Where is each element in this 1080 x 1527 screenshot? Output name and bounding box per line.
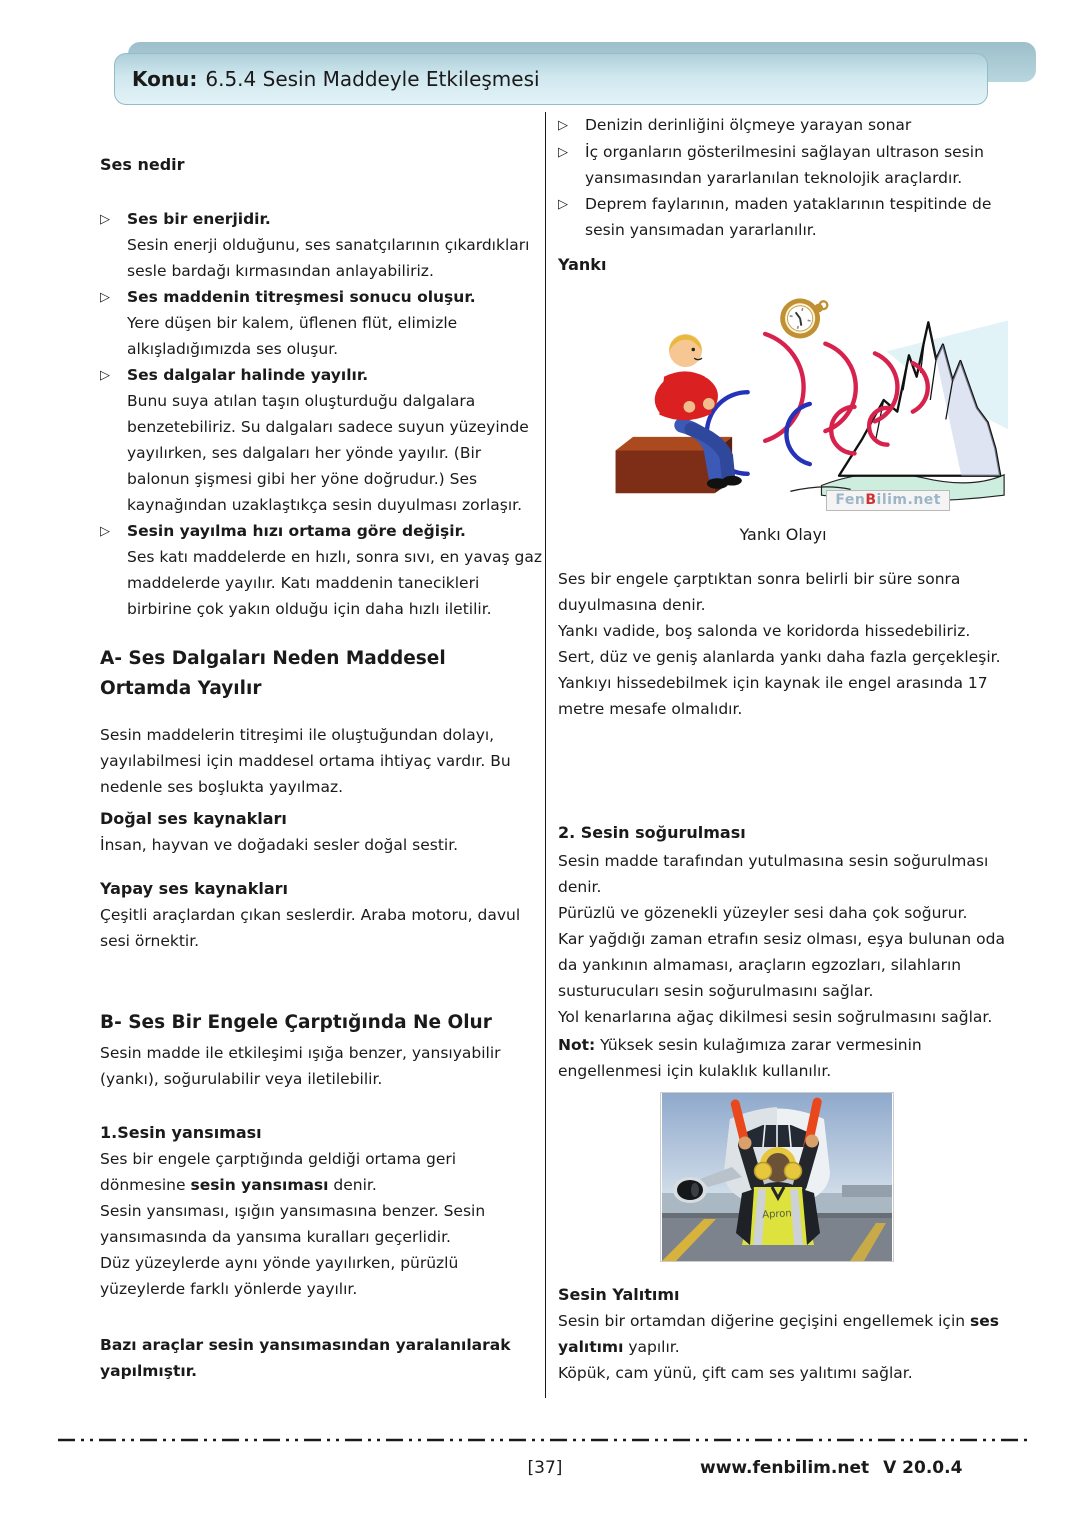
boy-figure	[616, 334, 742, 493]
list-item	[558, 139, 1008, 191]
bullet-head: Sesin yayılma hızı ortama göre değişir.	[127, 522, 466, 540]
echo-illustration-drawing	[600, 283, 1008, 517]
insulation-paragraphs	[558, 1308, 1008, 1386]
section-a-title: A- Ses Dalgaları Neden Maddesel Ortamda Yayılır	[100, 648, 446, 699]
arrow-bullet-icon: ▷	[100, 368, 110, 383]
illustration-caption: Yankı Olayı	[739, 525, 827, 544]
reflection-def-pre: Ses bir engele çarptığında geldiği ortama geri dönmesine	[100, 1150, 457, 1194]
natural-sources-head: Doğal ses kaynakları	[100, 809, 287, 828]
bullet-body: Yere düşen bir kalem, üflenen flüt, elimizle alkışladığımızda ses oluşur.	[127, 314, 458, 358]
list-item	[100, 362, 542, 518]
reflection-def-post: denir.	[333, 1176, 377, 1194]
arrow-bullet-icon: ▷	[558, 145, 568, 160]
bullet-head: Ses bir enerjidir.	[127, 210, 271, 228]
echo-illustration	[600, 283, 1008, 517]
list-item	[558, 112, 1008, 139]
left-column	[100, 0, 542, 1410]
arrow-bullet-icon: ▷	[100, 290, 110, 305]
absorption-heading: 2. Sesin soğurulması	[558, 823, 746, 842]
footer-version: V 20.0.4	[883, 1458, 963, 1478]
insulation-examples: Köpük, cam yünü, çift cam ses yalıtımı sağlar.	[558, 1364, 913, 1382]
absorption-paragraph: Sesin madde tarafından yutulmasına sesin soğurulması denir.	[558, 852, 989, 896]
column-divider	[545, 112, 546, 1398]
echo-paragraph: Yankıyı hissedebilmek için kaynak ile engel arasında 17 metre mesafe olmalıdır.	[558, 674, 988, 718]
absorption-paragraph: Pürüzlü ve gözenekli yüzeyler sesi daha çok soğurur.	[558, 904, 968, 922]
watermark-text-2: ilim.net	[876, 492, 941, 508]
marshaller-photo-drawing	[661, 1093, 893, 1261]
insulation-def-pre: Sesin bir ortamdan diğerine geçişini engellemek için	[558, 1312, 966, 1330]
footer-site-info	[700, 1458, 1020, 1478]
reflection-section	[100, 1120, 542, 1302]
bullet-head: Ses dalgalar halinde yayılır.	[127, 366, 369, 384]
footer-site-url: www.fenbilim.net	[700, 1458, 870, 1478]
bullet-head: Ses maddenin titreşmesi sonucu oluşur.	[127, 288, 476, 306]
bullet-body: Denizin derinliğini ölçmeye yarayan sonar	[585, 116, 912, 134]
list-item	[100, 206, 542, 284]
reflection-head: 1.Sesin yansıması	[100, 1123, 262, 1142]
note-text: Yüksek sesin kulağımıza zarar vermesinin engellenmesi için kulaklık kullanılır.	[558, 1036, 922, 1080]
arrow-bullet-icon: ▷	[100, 524, 110, 539]
insulation-heading: Sesin Yalıtımı	[558, 1285, 680, 1304]
absorption-paragraph: Kar yağdığı zaman etrafın sesiz olması, eşya bulunan oda da yankının almaması, araçların egzozları, silahların susturucuları sesin soğurulmasını sağlar.	[558, 930, 1005, 1000]
natural-sources-body: İnsan, hayvan ve doğadaki sesler doğal sestir.	[100, 836, 459, 854]
note-paragraph	[558, 1032, 1008, 1084]
artificial-sources-head: Yapay ses kaynakları	[100, 879, 288, 898]
vest-label: Apron	[761, 1208, 793, 1221]
reflection-paragraph-3: Düz yüzeylerde aynı yönde yayılırken, pürüzlü yüzeylerde farklı yönlerde yayılır.	[100, 1254, 459, 1298]
ear-protection-photo	[660, 1092, 894, 1262]
right-column	[558, 0, 1008, 1410]
list-item	[100, 518, 542, 622]
page-number: [37]	[527, 1458, 563, 1478]
watermark-logo	[826, 490, 950, 511]
watermark-b: B	[865, 492, 877, 508]
watermark-text: Fen	[835, 492, 866, 508]
list-item	[558, 191, 1008, 243]
insulation-definition	[558, 1308, 1008, 1360]
artificial-sources	[100, 876, 542, 954]
bullet-body: İç organların gösterilmesini sağlayan ultrason sesin yansımasından yararlanılan teknolojik araçlardır.	[585, 143, 984, 187]
bullet-body: Ses katı maddelerde en hızlı, sonra sıvı, en yavaş gaz maddelerde yayılır. Katı maddenin tanecikleri birbirine çok yakın olduğu için daha hızlı iletilir.	[127, 548, 542, 618]
topic-title: 6.5.4 Sesin Maddeyle Etkileşmesi	[205, 67, 540, 91]
reflection-def-term: sesin yansıması	[190, 1176, 329, 1194]
reflection-definition	[100, 1146, 542, 1198]
bullet-body: Deprem faylarının, maden yataklarının tespitinde de sesin yansımadan yararlanılır.	[585, 195, 992, 239]
reflection-paragraph-2: Sesin yansıması, ışığın yansımasına benzer. Sesin yansımasında da yansıma kuralları geçerlidir.	[100, 1202, 486, 1246]
insulation-def-term: ses yalıtımı	[558, 1312, 999, 1356]
artificial-sources-body: Çeşitli araçlardan çıkan seslerdir. Araba motoru, davul sesi örnektir.	[100, 906, 521, 950]
arrow-bullet-icon: ▷	[100, 212, 110, 227]
closing-statement: Bazı araçlar sesin yansımasından yaralanılarak yapılmıştır.	[100, 1336, 511, 1380]
natural-sources	[100, 806, 542, 858]
topic-label: Konu:	[132, 67, 198, 91]
bullet-body: Bunu suya atılan taşın oluşturduğu dalgalara benzetebiliriz. Su dalgaları sadece suyun yüzeyinde yayılırken, ses dalgaları her yönde yayılır. (Bir balonun şişmesi gibi her yöne doğrudur.) Ses kaynağından uzaklaştıkça sesin duyulması zorlaşır.	[127, 392, 529, 514]
footer-divider-line	[0, 1436, 1080, 1444]
stopwatch-icon	[779, 292, 828, 341]
echo-paragraphs	[558, 566, 1008, 722]
arrow-bullet-icon: ▷	[558, 197, 568, 212]
absorption-paragraphs	[558, 848, 1008, 1030]
echo-paragraph: Sert, düz ve geniş alanlarda yankı daha fazla gerçekleşir.	[558, 648, 1001, 666]
list-item	[100, 284, 542, 362]
section-b-paragraph: Sesin madde ile etkileşimi ışığa benzer, yansıyabilir (yankı), soğurulabilir veya iletilebilir.	[100, 1044, 501, 1088]
intro-heading: Ses nedir	[100, 155, 185, 174]
technology-list	[558, 112, 1008, 243]
echo-paragraph: Yankı vadide, boş salonda ve koridorda hissedebiliriz.	[558, 622, 971, 640]
section-b-title: B- Ses Bir Engele Çarptığında Ne Olur	[100, 1012, 492, 1033]
echo-paragraph: Ses bir engele çarptıktan sonra belirli bir süre sonra duyulmasına denir.	[558, 570, 961, 614]
note-label: Not:	[558, 1036, 596, 1054]
echo-heading: Yankı	[558, 255, 607, 274]
section-a-paragraph: Sesin maddelerin titreşimi ile oluştuğundan dolayı, yayılabilmesi için maddesel ortama ihtiyaç vardır. Bu nedenle ses boşlukta yayılmaz.	[100, 726, 511, 796]
absorption-paragraph: Yol kenarlarına ağaç dikilmesi sesin soğrulmasını sağlar.	[558, 1008, 993, 1026]
insulation-def-post: yapılır.	[628, 1338, 680, 1356]
bullet-body: Sesin enerji olduğunu, ses sanatçılarının çıkardıkları sesle bardağı kırmasından anlayabiliriz.	[127, 236, 530, 280]
arrow-bullet-icon: ▷	[558, 118, 568, 133]
sound-properties-list	[100, 206, 542, 622]
